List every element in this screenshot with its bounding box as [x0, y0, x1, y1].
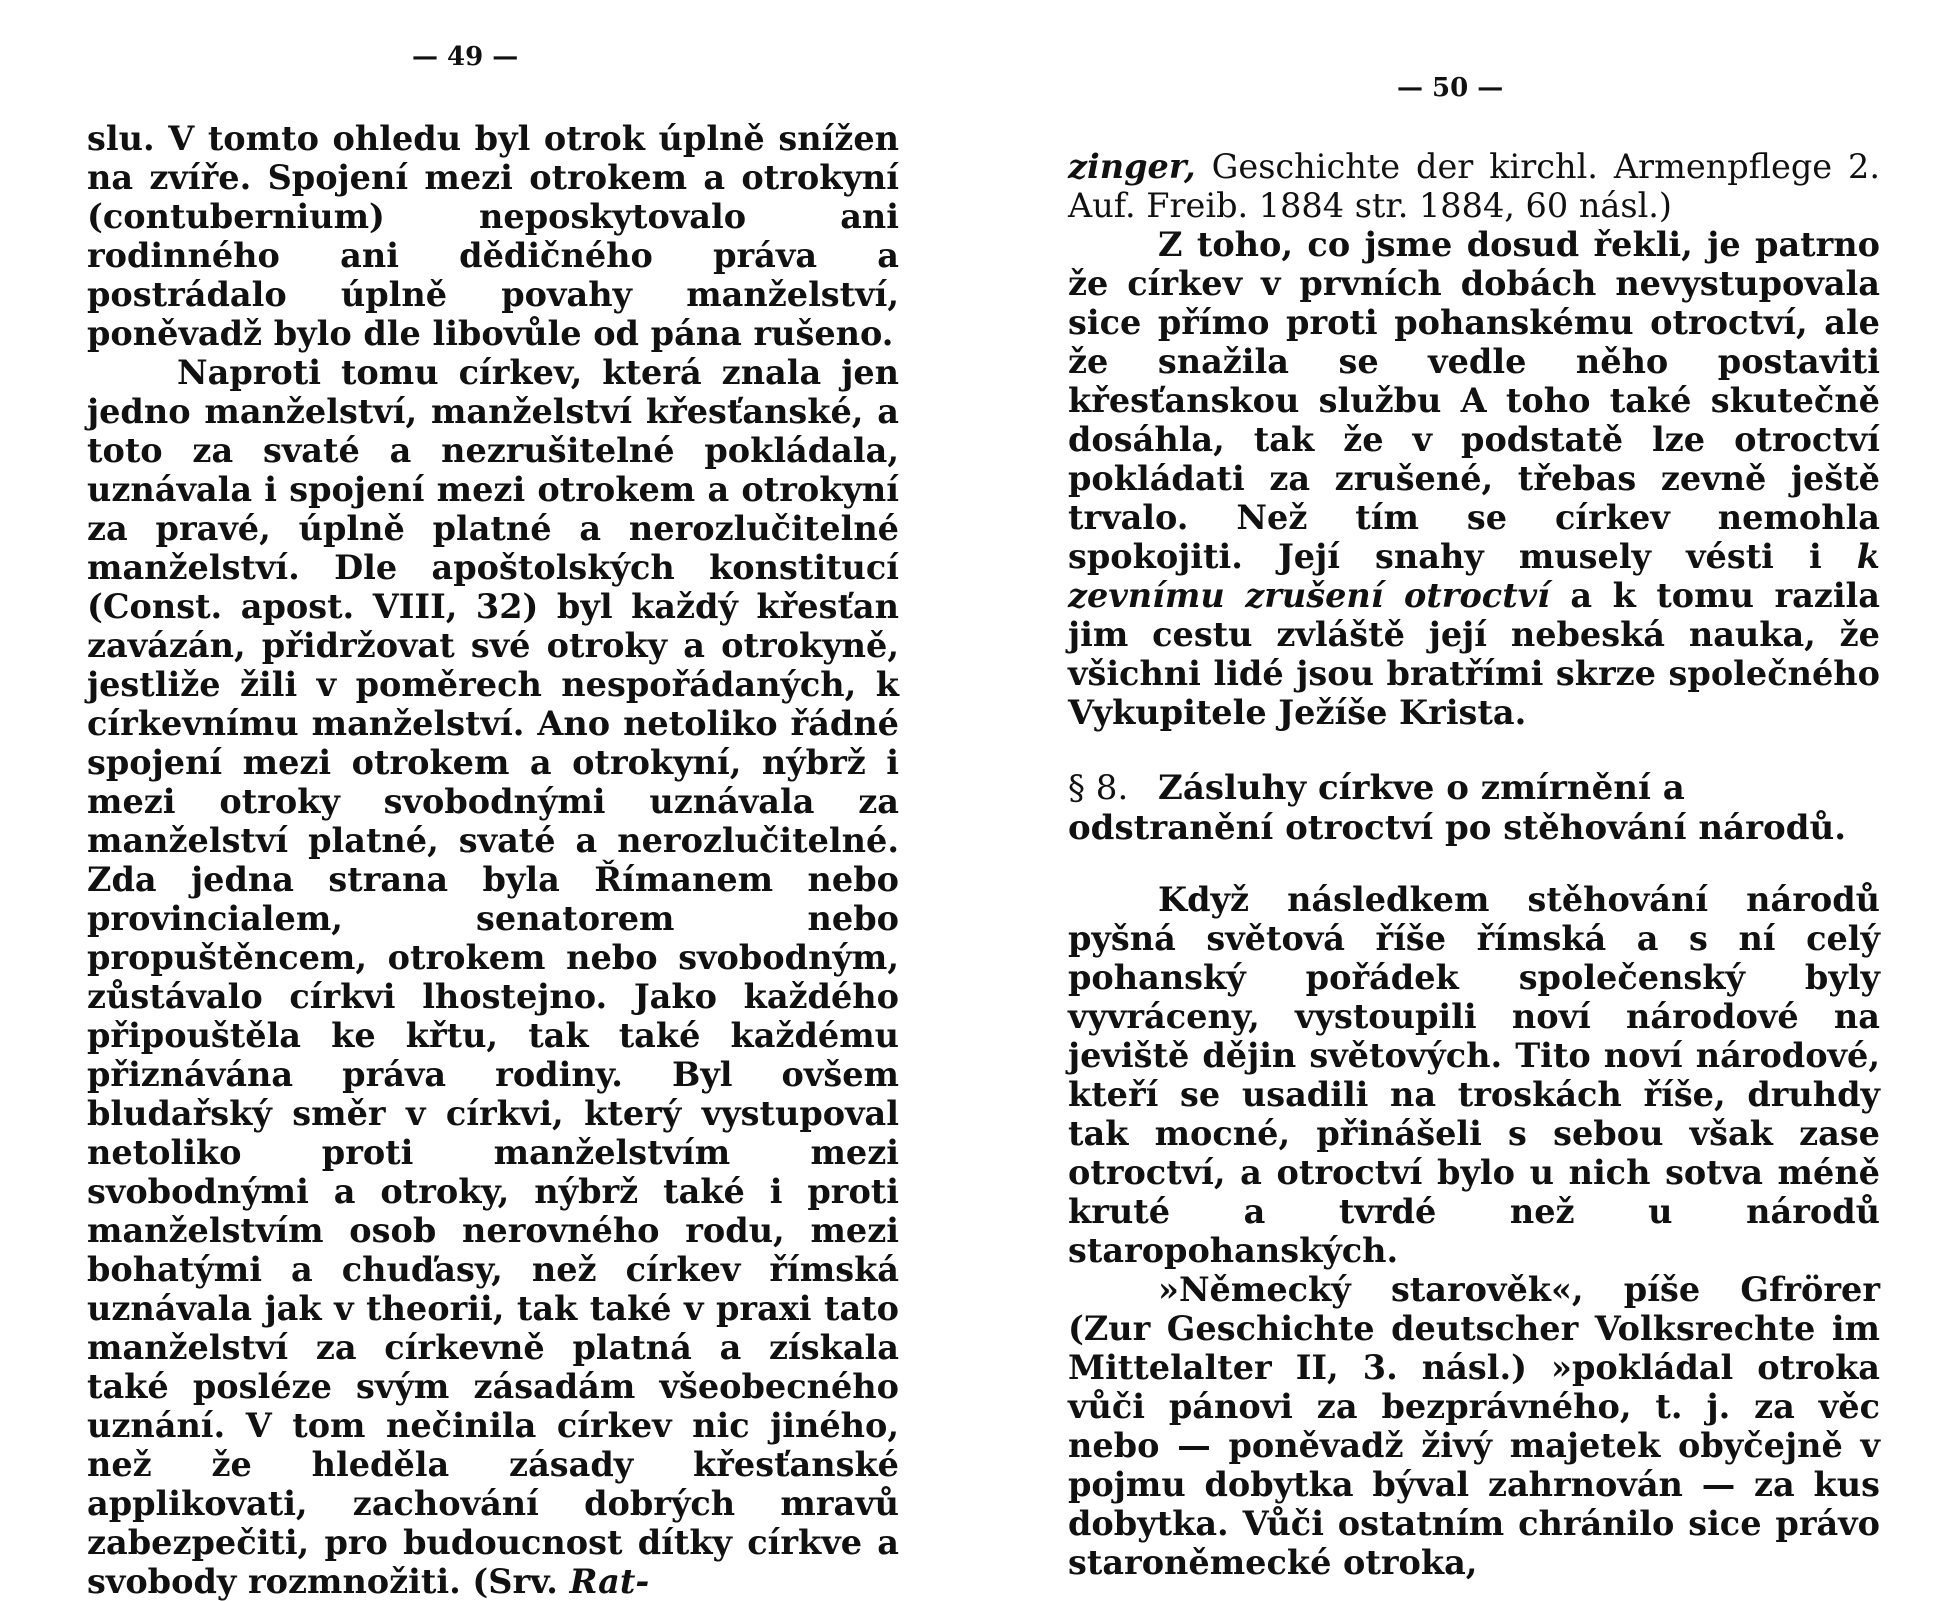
section-heading [1068, 768, 1880, 848]
right-paragraph-conclusion-italic: k zevnímu zrušení otroctví [1068, 537, 1880, 615]
left-trailing-italic: Rat- [569, 1562, 650, 1601]
left-paragraph-2 [87, 353, 899, 1601]
right-page [975, 0, 1950, 1582]
left-page-number: — 49 — [412, 42, 519, 72]
right-paragraph-migration: Když následkem stěhování národů pyšná světová říše římská a s ní celý pohanský pořádek společenský byly vyvráceny, vystoupili noví národové na jeviště dějin světových. Tito noví národové, kteří se usadili na troskách říše, druhdy tak mocné, přinášeli s sebou však zase otroctví, a otroctví bylo u nich sotva méně kruté a tvrdé než u národů staropohanských. [1068, 880, 1880, 1270]
right-citation-rest: Geschichte der kirchl. Armenpflege 2. Auf. Freib. 1884 str. 1884, 60 násl.) [1068, 147, 1880, 225]
section-number: § 8. [1068, 768, 1129, 808]
right-page-number: — 50 — [1397, 73, 1504, 103]
right-paragraph-conclusion-start: Z toho, co jsme dosud řekli, je patrno že církev v prvních dobách nevystupovala sice přímo proti pohanskému otroctví, ale že snažila se vedle něho postaviti křesťanskou službu A toho také skutečně dosáhla, tak že v podstatě lze otroctví pokládati za zrušené, třebas zevně ještě trvalo. Než tím se církev nemohla spokojiti. Její snahy musely vésti i [1068, 225, 1880, 576]
right-citation [1068, 147, 1880, 225]
left-paragraph-1: slu. V tomto ohledu byl otrok úplně snížen na zvíře. Spojení mezi otrokem a otrokyní (contubernium) neposkytovalo ani rodinného ani dědičného práva a postrádalo úplně povahy manželství, poněvadž bylo dle libovůle od pána rušeno. [87, 119, 899, 353]
left-paragraph-2-text: Naproti tomu církev, která znala jen jedno manželství, manželství křesťanské, a toto za svaté a nezrušitelné pokládala, uznávala i spojení mezi otrokem a otrokyní za pravé, úplně platné a nerozlučitelné manželství. Dle apoštolských konstitucí (Const. apost. VIII, 32) byl každý křesťan zavázán, přidržovat své otroky a otrokyně, jestliže žili v poměrech nespořádaných, k církevnímu manželství. Ano netoliko řádné spojení mezi otrokem a otrokyní, nýbrž i mezi otroky svobodnými uznávala za manželství platné, svaté a nerozlučitelné. Zda jedna strana byla Římanem nebo provincialem, senatorem nebo propuštěncem, otrokem nebo svobodným, zůstávalo církvi lhostejno. Jako každého připouštěla ke křtu, tak také každému přiznávána práva rodiny. Byl ovšem bludařský směr v církvi, který vystupoval netoliko proti manželstvím mezi svobodnými a otroky, nýbrž také i proti manželstvím osob nerovného rodu, mezi bohatými a chuďasy, než církev římská uznávala jak v theorii, tak také v praxi tato manželství za církevně platná a získala také posléze svým zásadám všeobecného uznání. V tom nečinila církev nic jiného, než že hleděla zásady křesťanské applikovati, zachování dobrých mravů zabezpečiti, pro budoucnost dítky církve a svobody rozmnožiti. (Srv. [87, 353, 899, 1601]
left-page-text [87, 119, 899, 1601]
right-citation-italic: zinger, [1068, 147, 1196, 186]
right-paragraph-gfrorer: »Německý starověk«, píše Gfrörer (Zur Geschichte deutscher Volksrechte im Mittelalter II, 3. násl.) »pokládal otroka vůči pánovi za bezprávného, t. j. za věc nebo — poněvadž živý majetek obyčejně v pojmu dobytka býval zahrnován — za kus dobytka. Vůči ostatním chránilo sice právo staroněmecké otroka, [1068, 1270, 1880, 1582]
right-page-text [1068, 147, 1880, 1582]
section-title: Zásluhy církve o zmírnění a odstranění otroctví po stěhování národů. [1068, 768, 1847, 848]
right-paragraph-conclusion-end: a k tomu razila jim cestu zvláště její nebeská nauka, že všichni lidé jsou bratřími skrze společného Vykupitele Ježíše Krista. [1068, 576, 1880, 732]
right-paragraph-conclusion [1068, 225, 1880, 732]
